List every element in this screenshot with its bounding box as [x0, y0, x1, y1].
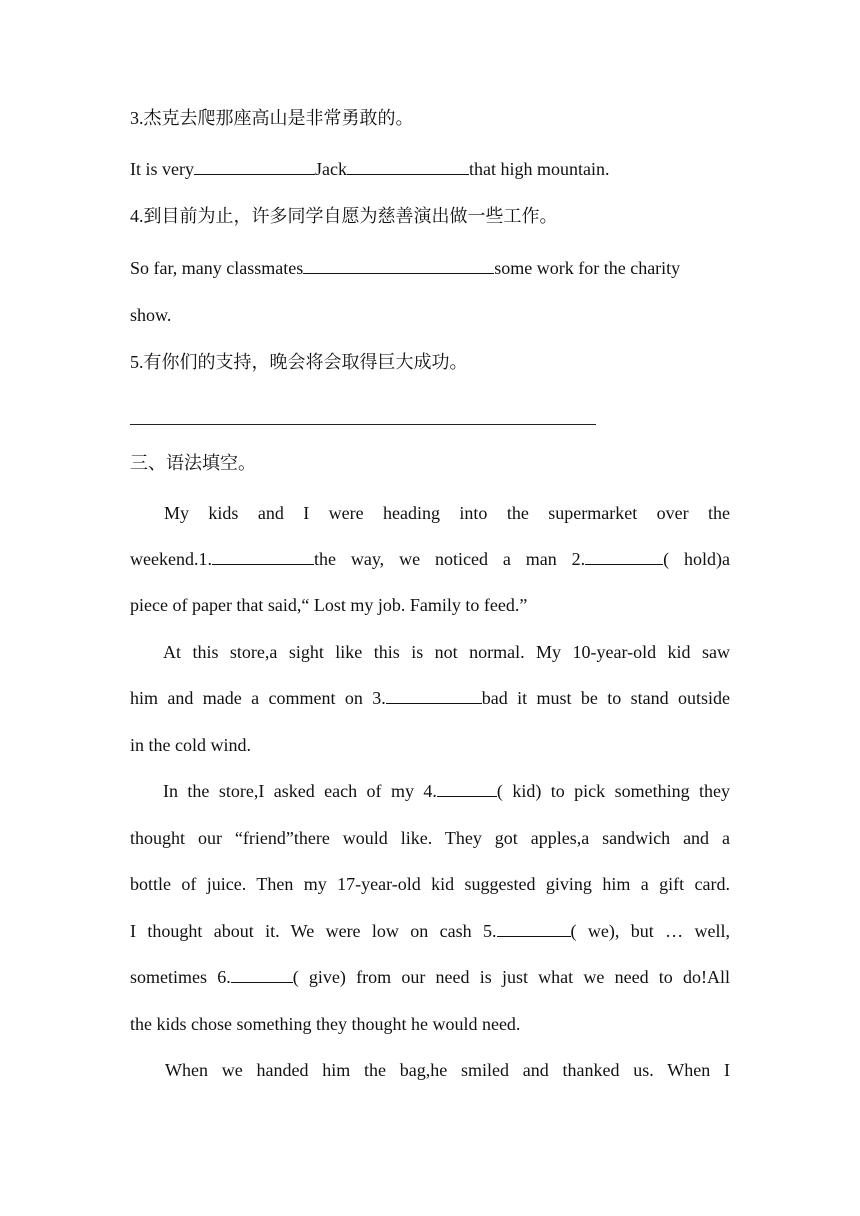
section-3-title: 三、语法填空。: [130, 453, 256, 473]
q4-blank[interactable]: [303, 257, 494, 274]
p2-line-3: in the cold wind.: [130, 735, 251, 755]
p3-text-1: In the store,I asked each of my 4.: [163, 781, 437, 801]
p3-text-4: ( we), but … well,: [570, 921, 730, 941]
blank-6[interactable]: [231, 982, 293, 983]
q4-sentence-end: show.: [130, 305, 172, 325]
blank-4[interactable]: [437, 796, 497, 797]
q4-sentence: [130, 256, 680, 280]
q3-blank-2[interactable]: [347, 158, 469, 175]
p3-line-1: [163, 779, 730, 803]
p3-line-4: [130, 919, 730, 943]
q3-blank-1[interactable]: [194, 158, 315, 175]
p4-line-1: When we handed him the bag,he smiled and thanked us. When I: [165, 1060, 730, 1080]
q3-text-1: It is very: [130, 159, 194, 179]
blank-1[interactable]: [212, 564, 314, 565]
q3-text-3: that high mountain.: [468, 159, 610, 179]
p1-text-2: the way, we noticed a man 2.: [313, 549, 586, 569]
blank-2[interactable]: [585, 564, 663, 565]
p1-line-3: piece of paper that said,“ Lost my job. Family to feed.”: [130, 595, 528, 615]
p2-text-1: him and made a comment on 3.: [130, 688, 386, 708]
q4-text-2: some work for the charity: [494, 258, 681, 278]
p3-line-5: [130, 965, 730, 989]
p3-text-5: sometimes 6.: [130, 967, 231, 987]
p1-text-3: ( hold)a: [663, 549, 731, 569]
p3-text-2: ( kid) to pick something they: [496, 781, 731, 801]
p3-line-6: the kids chose something they thought he would need.: [130, 1014, 521, 1034]
q3-sentence: [130, 157, 609, 181]
p2-text-2: bad it must be to stand outside: [481, 688, 730, 708]
q4-prompt: 4.到目前为止，许多同学自愿为慈善演出做一些工作。: [130, 206, 558, 226]
p3-line-2: thought our “friend”there would like. They got apples,a sandwich and a: [130, 828, 730, 848]
q5-prompt: 5.有你们的支持，晚会将会取得巨大成功。: [130, 352, 468, 372]
q3-text-2: Jack: [314, 159, 347, 179]
p3-text-3: I thought about it. We were low on cash 5.: [130, 921, 497, 941]
p1-line-1: My kids and I were heading into the supermarket over the: [164, 503, 730, 523]
blank-5[interactable]: [497, 936, 571, 937]
q5-answer-line[interactable]: [130, 424, 596, 425]
p1-line-2: [130, 547, 730, 571]
q3-prompt: 3.杰克去爬那座高山是非常勇敢的。: [130, 108, 414, 128]
p3-text-6: ( give) from our need is just what we need to do!All: [292, 967, 731, 987]
p1-text-1: weekend.1.: [130, 549, 212, 569]
p3-line-3: bottle of juice. Then my 17-year-old kid suggested giving him a gift card.: [130, 874, 730, 894]
p2-line-2: [130, 686, 730, 710]
blank-3[interactable]: [386, 703, 482, 704]
q4-text-1: So far, many classmates: [130, 258, 304, 278]
p2-line-1: At this store,a sight like this is not normal. My 10-year-old kid saw: [163, 642, 730, 662]
